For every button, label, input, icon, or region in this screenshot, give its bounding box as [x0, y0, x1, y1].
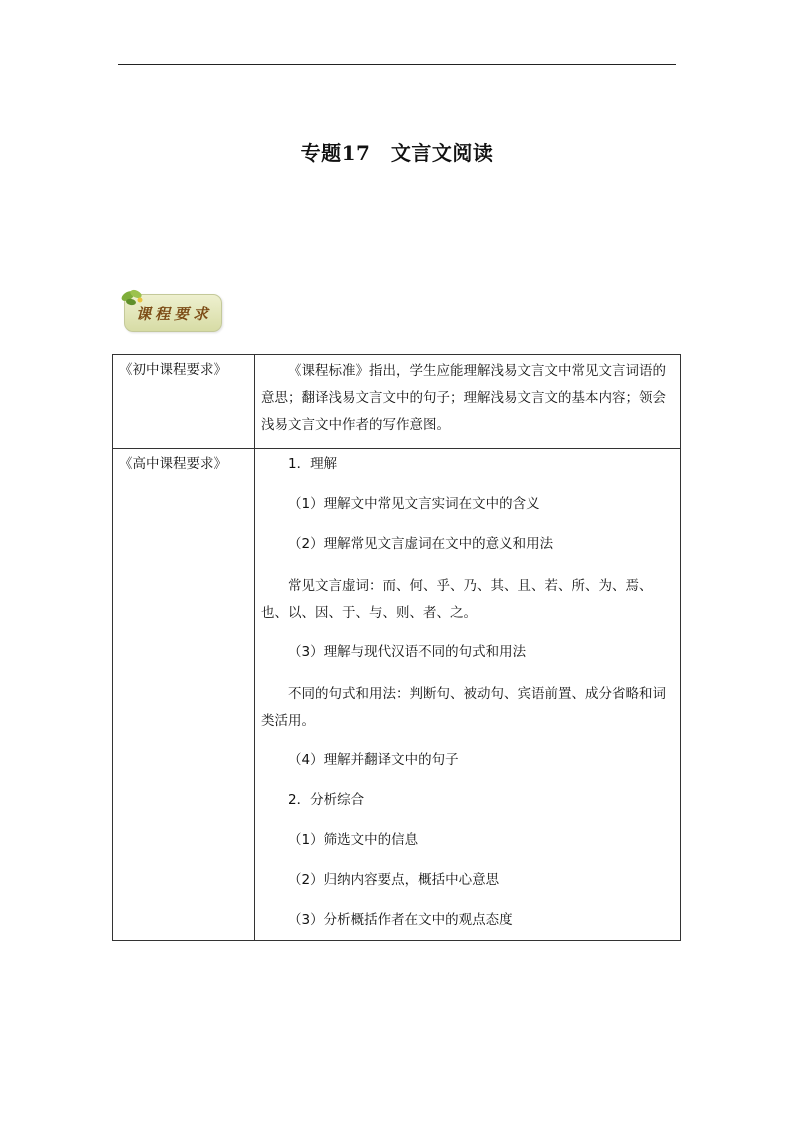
- list-item: （2）理解常见文言虚词在文中的意义和用法: [288, 536, 554, 552]
- badge-label: 课程要求: [136, 305, 213, 323]
- list-item: （3）理解与现代汉语不同的句式和用法: [288, 644, 527, 660]
- row-label: 《初中课程要求》: [119, 362, 227, 378]
- row-label: 《高中课程要求》: [119, 456, 227, 472]
- list-item: 1．理解: [288, 456, 338, 472]
- course-requirements-badge: [118, 286, 222, 332]
- list-item: 不同的句式和用法：判断句、被动句、宾语前置、成分省略和词类活用。: [261, 686, 666, 729]
- list-item: （3）分析概括作者在文中的观点态度: [288, 912, 513, 928]
- row-label-cell: [113, 449, 255, 941]
- table-row: [113, 355, 681, 449]
- list-item: 常见文言虚词：而、何、乎、乃、其、且、若、所、为、焉、也、以、因、于、与、则、者、之。: [261, 578, 653, 621]
- header-rule: [118, 64, 676, 65]
- junior-requirements-text: 《课程标准》指出，学生应能理解浅易文言文中常见文言词语的意思；翻译浅易文言文中的句子；理解浅易文言文的基本内容；领会浅易文言文中作者的写作意图。: [261, 363, 666, 433]
- row-content-cell: [255, 355, 681, 449]
- row-label-cell: [113, 355, 255, 449]
- page-title: 专题17 文言文阅读: [300, 141, 494, 165]
- list-item: （1）理解文中常见文言实词在文中的含义: [288, 496, 540, 512]
- requirements-table: [112, 354, 681, 941]
- list-item: （2）归纳内容要点，概括中心意思: [288, 872, 500, 888]
- row-content-cell: [255, 449, 681, 941]
- list-item: （1）筛选文中的信息: [288, 832, 419, 848]
- list-item: 2．分析综合: [288, 792, 365, 808]
- list-item: （4）理解并翻译文中的句子: [288, 752, 459, 768]
- table-row: [113, 449, 681, 941]
